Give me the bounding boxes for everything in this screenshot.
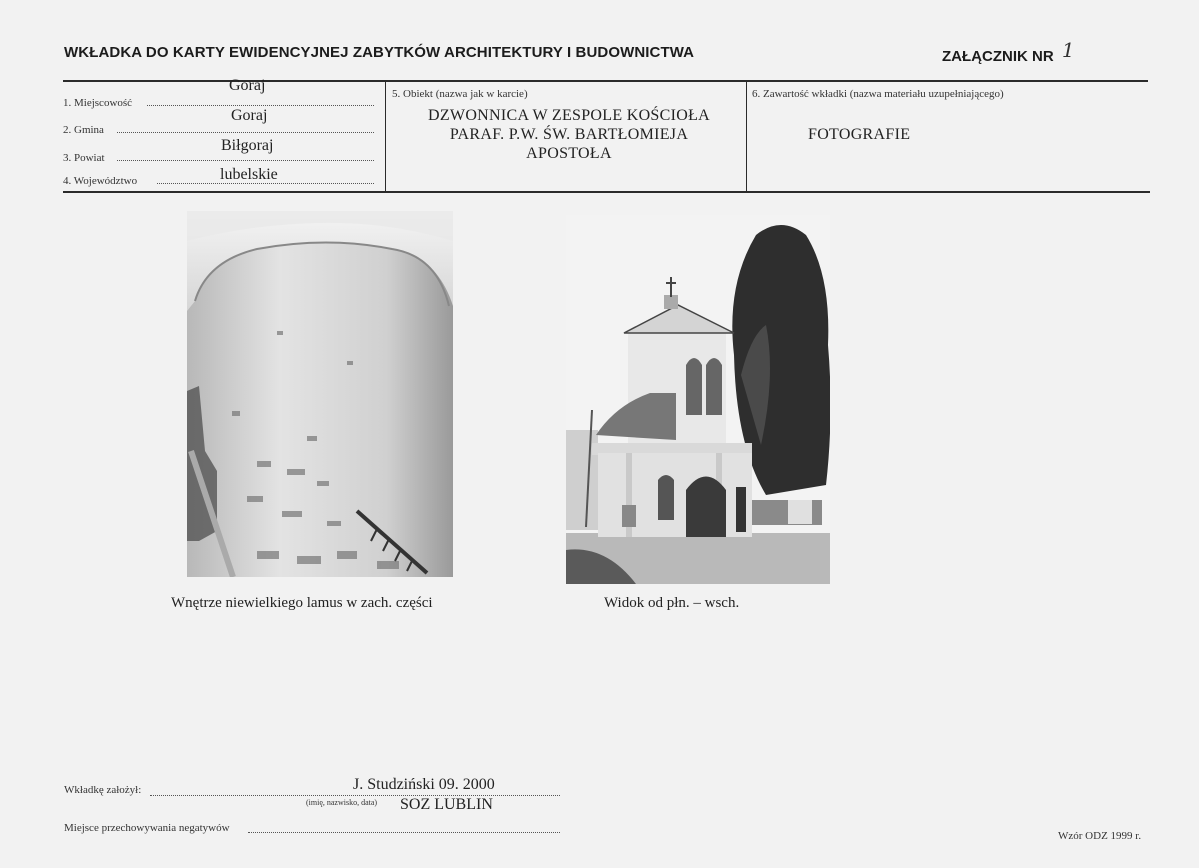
- belfry-exterior-photo: [566, 215, 830, 584]
- document-title: WKŁADKA DO KARTY EWIDENCYJNEJ ZABYTKÓW ARCHITEKTURY I BUDOWNICTWA: [64, 44, 695, 61]
- commune-value: Goraj: [231, 107, 268, 124]
- voivodeship-value: lubelskie: [220, 166, 278, 183]
- contents-value: FOTOGRAFIE: [808, 126, 911, 143]
- table-bottom-rule: [63, 191, 1150, 193]
- photo-caption: Widok od płn. – wsch.: [604, 595, 740, 611]
- object-name-line: PARAF. P.W. ŚW. BARTŁOMIEJA: [449, 126, 689, 143]
- locality-field: [63, 77, 374, 109]
- institution-value: SOZ LUBLIN: [400, 796, 493, 813]
- commune-dots: [117, 132, 374, 133]
- county-field: [63, 137, 374, 164]
- county-label: 3. Powiat: [63, 152, 105, 164]
- object-name-line: APOSTOŁA: [526, 145, 612, 162]
- storage-dots: [248, 832, 560, 833]
- object-label: 5. Obiekt (nazwa jak w karcie): [392, 88, 528, 100]
- locality-dots: [147, 105, 374, 106]
- voivodeship-label: 4. Województwo: [63, 175, 138, 187]
- author-label: Wkładkę założył:: [64, 784, 142, 796]
- annex-number: 1: [1061, 38, 1075, 62]
- county-value: Biłgoraj: [221, 137, 274, 154]
- column-divider-1: [385, 81, 386, 192]
- template-note: Wzór ODZ 1999 r.: [1058, 830, 1142, 842]
- county-dots: [117, 160, 374, 161]
- commune-label: 2. Gmina: [63, 124, 104, 136]
- author-hint: (imię, nazwisko, data): [306, 798, 378, 807]
- locality-label: 1. Miejscowość: [63, 97, 133, 109]
- storage-label: Miejsce przechowywania negatywów: [64, 822, 230, 834]
- object-name-line: DZWONNICA W ZESPOLE KOŚCIOŁA: [427, 107, 711, 124]
- locality-value: Goraj: [229, 77, 266, 94]
- photo-caption: Wnętrze niewielkiego lamus w zach. części: [171, 595, 433, 611]
- author-dots: [150, 795, 560, 796]
- object-name: [388, 106, 750, 163]
- commune-field: [63, 107, 374, 136]
- interior-wall-photo: [187, 211, 453, 577]
- header-rule: [63, 80, 1148, 82]
- author-value: J. Studziński 09. 2000: [353, 776, 495, 793]
- annex-heading: [942, 38, 1075, 66]
- contents-label: 6. Zawartość wkładki (nazwa materiału uzupełniającego): [752, 88, 1004, 100]
- voivodeship-field: [63, 166, 374, 187]
- annex-label: ZAŁĄCZNIK NR: [942, 48, 1054, 65]
